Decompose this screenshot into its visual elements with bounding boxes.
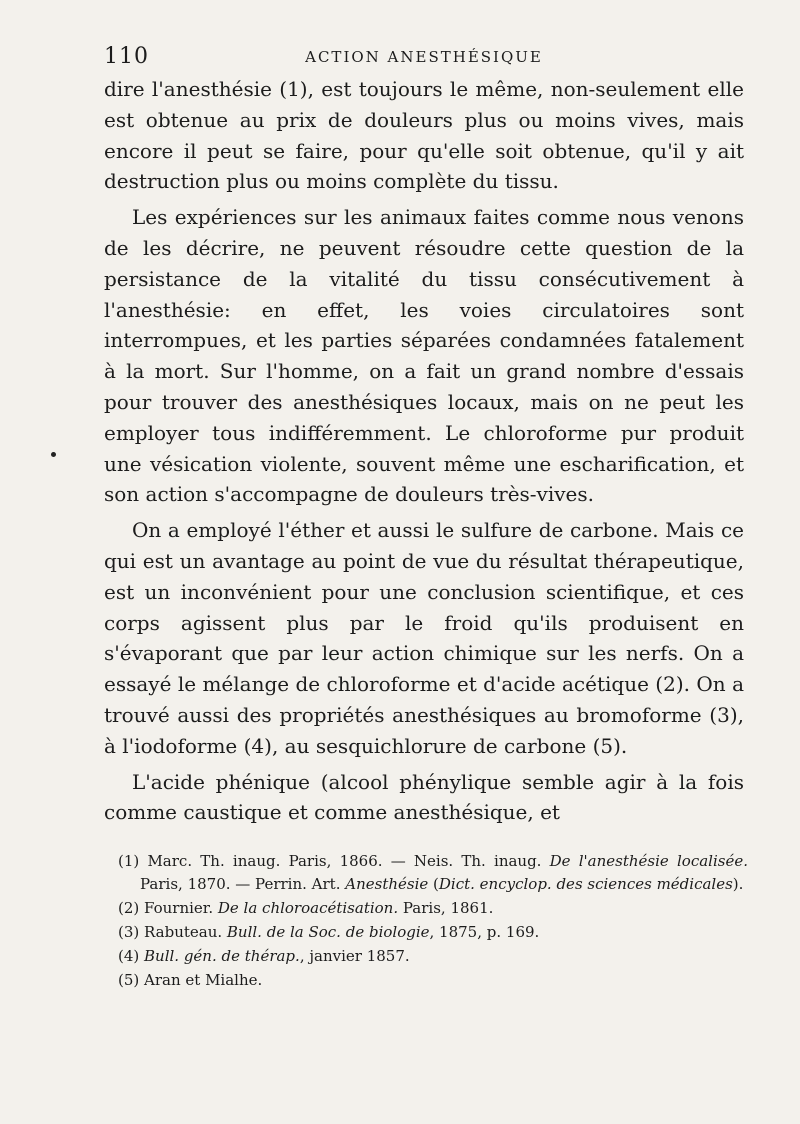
paragraph: On a employé l'éther et aussi le sulfure de carbone. Mais ce qui est un avantage au point de vue du résultat thérapeutique, est un inconvénient pour une conclusion scientifique, et ces corps agissent plus par le froid qu'ils produisent en s'évaporant que par leur action chimique sur les nerfs. On a essayé le mélange de chloroforme et d'acide acétique (2). On a trouvé aussi des propriétés anesthésiques au bromoforme (3), à l'iodoforme (4), au sesquichlorure de carbone (5). xyxy=(104,518,744,758)
footnotes xyxy=(118,850,748,993)
footnote-text: Paris, 1861. xyxy=(398,899,494,917)
footnote xyxy=(118,969,748,992)
footnote-italic: Bull. gén. de thérap. xyxy=(144,947,300,965)
footnote xyxy=(118,897,748,920)
footnote xyxy=(118,850,748,896)
footnote-italic: Dict. encyclop. des sciences médicales xyxy=(438,875,733,893)
footnote-text: ( xyxy=(428,875,439,893)
footnote-italic: De l'anesthésie localisée. xyxy=(549,852,748,870)
footnote-italic: Anesthésie xyxy=(345,875,429,893)
footnote-text: (2) Fournier. xyxy=(118,899,218,917)
paragraph: L'acide phénique (alcool phénylique semble agir à la fois comme caustique et comme anesthésique, et xyxy=(104,769,744,825)
footnote-text: (3) Rabuteau. xyxy=(118,923,227,941)
paragraph: dire l'anesthésie (1), est toujours le même, non-seulement elle est obtenue au prix de douleurs plus ou moins vives, mais encore il peut se faire, pour qu'elle soit obtenue, qu'il y ait destruction plus ou moins complète du tissu. xyxy=(104,77,744,194)
footnote-text: , janvier 1857. xyxy=(299,947,410,965)
main-text xyxy=(104,74,744,828)
footnote-text: ). xyxy=(732,875,744,893)
page-header xyxy=(104,44,744,74)
footnote-text: (4) xyxy=(118,947,145,965)
running-title: ACTION ANESTHÉSIQUE xyxy=(305,48,543,66)
footnote-italic: De la chloroacétisation. xyxy=(217,899,399,917)
footnote-italic: Bull. de la Soc. de biologie xyxy=(226,923,430,941)
paragraph: Les expériences sur les animaux faites comme nous venons de les décrire, ne peuvent résoudre cette question de la persistance de la vitalité du tissu consécutivement à l'anesthésie: en effet, les voies circulatoires sont interrompues, et les parties séparées condamnées fatalement à la mort. Sur l'homme, on a fait un grand nombre d'essais pour trouver des anesthésiques locaux, mais on ne peut les employer tous indifféremment. Le chloroforme pur produit une vésication violente, souvent même une escharification, et son action s'accompagne de douleurs très-vives. xyxy=(104,205,744,507)
footnote xyxy=(118,921,748,944)
margin-mark xyxy=(51,452,56,457)
footnote xyxy=(118,945,748,968)
footnote-text: , 1875, p. 169. xyxy=(429,923,540,941)
footnote-text: (5) Aran et Mialhe. xyxy=(118,971,263,989)
footnote-text: (1) Marc. Th. inaug. Paris, 1866. — Neis. Th. inaug. xyxy=(118,852,550,870)
page-number: 110 xyxy=(104,44,149,69)
footnote-text: Paris, 1870. — Perrin. Art. xyxy=(140,875,346,893)
